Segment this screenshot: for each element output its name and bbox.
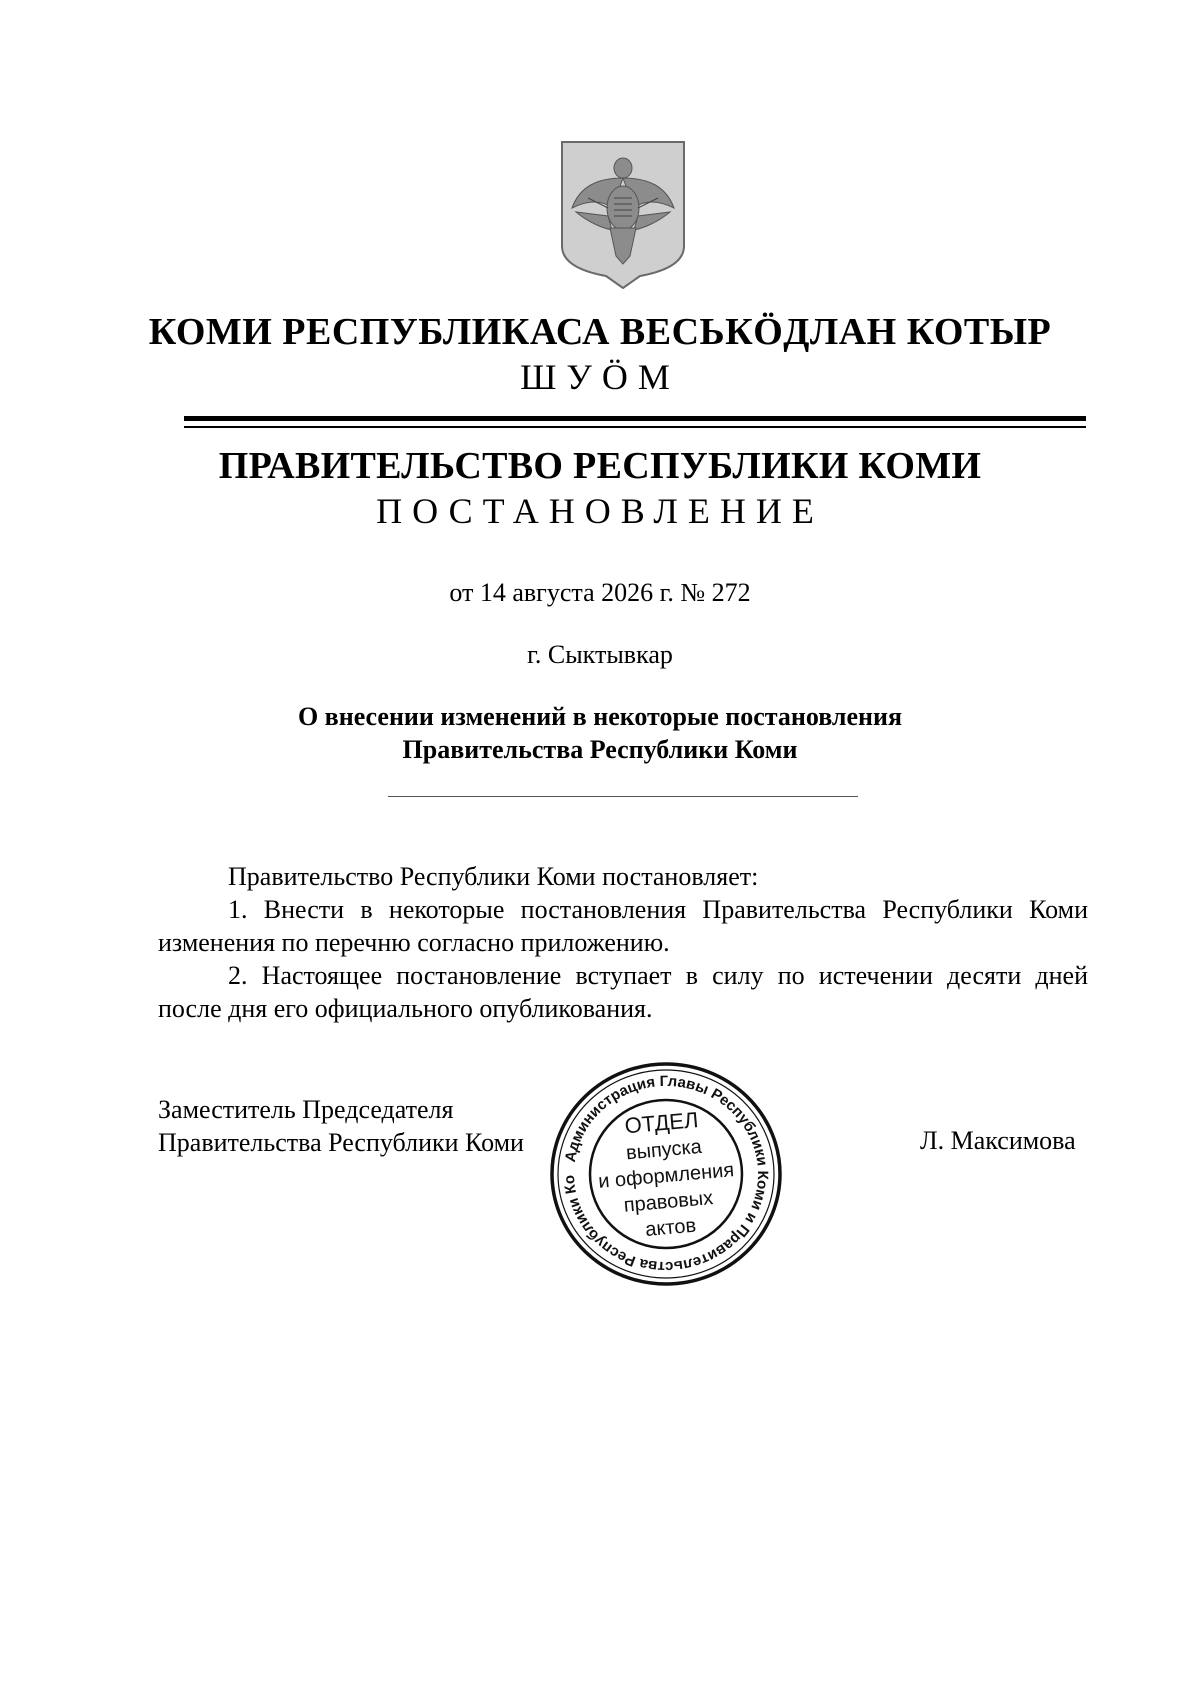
header-divider-thick [184,416,1086,421]
stamp-ring-text: Администрация Главы Республики Коми и Правительства Республики Ко [560,1072,772,1276]
stamp-line-2: выпуска [625,1135,703,1165]
document-type: ПОСТАНОВЛЕНИЕ [376,491,824,531]
document-date-number: от 14 августа 2026 г. № 272 [449,578,751,607]
resolution-intro: Правительство Республики Коми постановляет: [228,862,759,891]
stamp-line-4: правовых [622,1187,715,1217]
resolution-item-1: 1. Внести в некоторые постановления Правительства Республики Коми изменения по перечню согласно приложению. [158,895,1088,957]
resolution-item-2: 2. Настоящее постановление вступает в силу по истечении десяти дней после дня его официального опубликования. [158,961,1088,1023]
signatory-title-line-1: Заместитель Председателя [158,1095,454,1124]
header-divider-thin [184,426,1086,428]
signatory-title [158,1093,524,1159]
stamp-seal-icon [546,1058,786,1290]
coat-of-arms-emblem [558,138,688,290]
signatory-name: Л. Максимова [920,1126,1076,1155]
komi-organization-title: КОМИ РЕСПУБЛИКАСА ВЕСЬКӦДЛАН КОТЫР [148,311,1052,353]
document-subject [0,700,1200,766]
subject-underline [388,796,858,797]
stamp-line-1: ОТДЕЛ [623,1107,700,1139]
stamp-line-3: и оформления [597,1159,735,1193]
subject-line-1: О внесении изменений в некоторые постановления [297,702,903,731]
subject-line-2: Правительства Республики Коми [402,735,798,764]
government-title: ПРАВИТЕЛЬСТВО РЕСПУБЛИКИ КОМИ [218,445,982,487]
signatory-title-line-2: Правительства Республики Коми [158,1128,524,1157]
komi-coat-of-arms-icon [558,138,688,290]
document-city: г. Сыктывкар [527,640,673,669]
komi-document-type: ШУӦМ [520,357,680,397]
stamp-line-5: актов [644,1214,697,1241]
official-stamp [546,1058,786,1290]
